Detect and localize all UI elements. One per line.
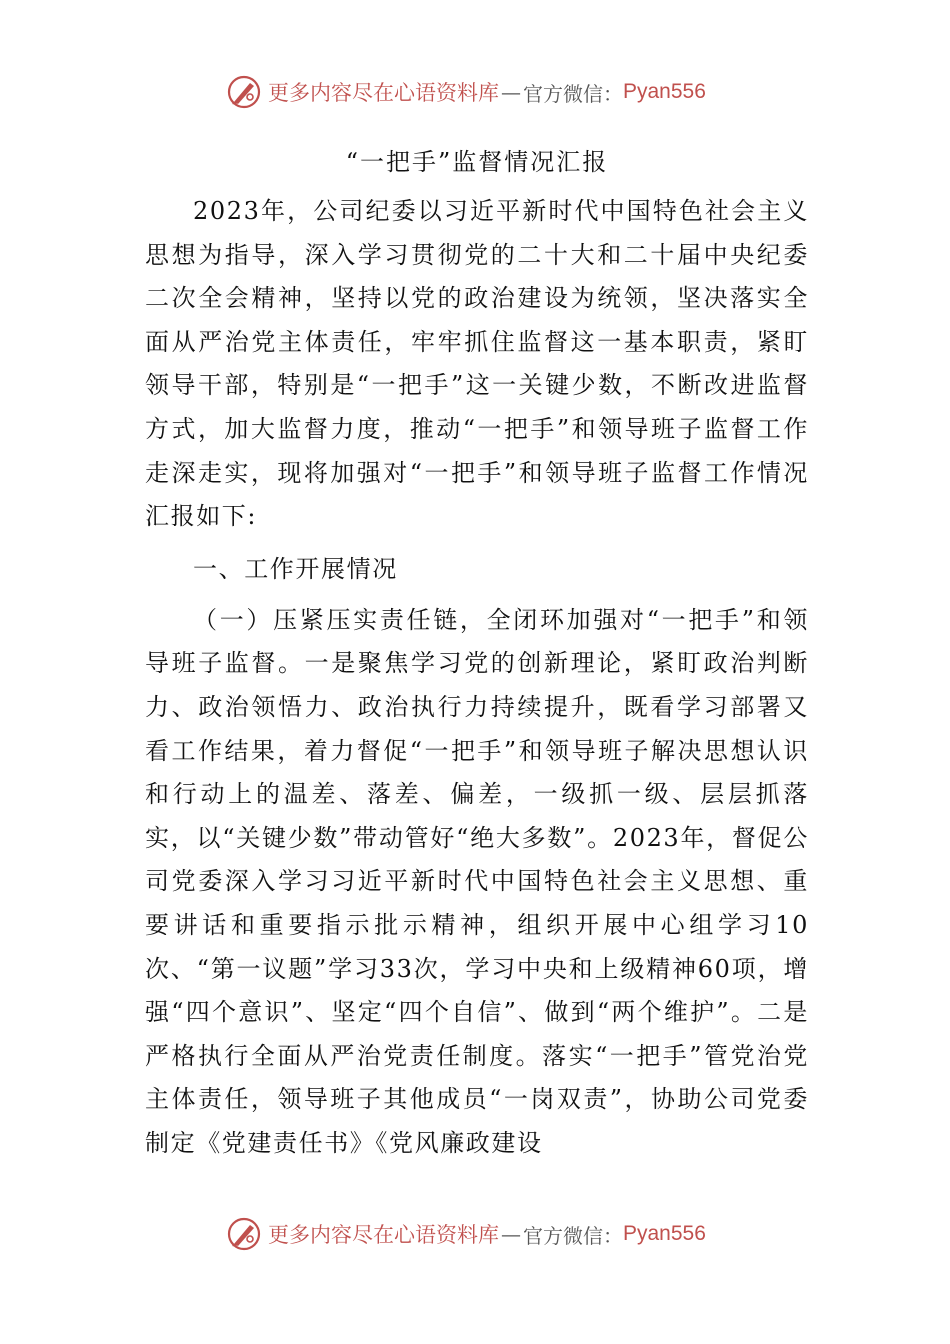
intro-paragraph: 2023年，公司纪委以习近平新时代中国特色社会主义思想为指导，深入学习贯彻党的二十大和二十届中央纪委二次全会精神，坚持以党的政治建设为统领，坚决落实全面从严治党主体责任，牢牢抓住监督这一基本职责，紧盯领导干部，特别是“一把手”这一关键少数，不断改进监督方式，加大监督力度，推动“一把手”和领导班子监督工作走深走实，现将加强对“一把手”和领导班子监督工作情况汇报如下:	[145, 197, 809, 531]
document-body	[145, 140, 809, 1165]
document-title: “一把手”监督情况汇报	[345, 148, 609, 176]
pen-logo-icon	[226, 1216, 262, 1252]
watermark-brand-text: 更多内容尽在心语资料库	[268, 81, 499, 105]
watermark-banner-top	[226, 72, 786, 112]
watermark-wechat-id: Pyan556	[623, 1222, 706, 1245]
watermark-banner-bottom	[226, 1214, 786, 1254]
watermark-wechat-label: 官方微信：	[523, 81, 623, 106]
watermark-separator: —	[501, 1222, 521, 1246]
section-1-heading: 一、工作开展情况	[193, 554, 398, 583]
watermark-wechat-label: 官方微信：	[523, 1223, 623, 1248]
section-1-paragraph-1: （一）压紧压实责任链，全闭环加强对“一把手”和领导班子监督。一是聚焦学习党的创新理论，紧盯政治判断力、政治领悟力、政治执行力持续提升，既看学习部署又看工作结果，着力督促“一把手”和领导班子解决思想认识和行动上的温差、落差、偏差，一级抓一级、层层抓落实，以“关键少数”带动管好“绝大多数”。2023年，督促公司党委深入学习习近平新时代中国特色社会主义思想、重要讲话和重要指示批示精神，组织开展中心组学习10次、“第一议题”学习33次，学习中央和上级精神60项，增强“四个意识”、坚定“四个自信”、做到“两个维护”。二是严格执行全面从严治党责任制度。落实“一把手”管党治党主体责任，领导班子其他成员“一岗双责”，协助公司党委制定《党建责任书》《党风廉政建设	[145, 605, 809, 1157]
watermark-brand-text: 更多内容尽在心语资料库	[268, 1223, 499, 1247]
watermark-wechat-id: Pyan556	[623, 80, 706, 103]
watermark-separator: —	[501, 80, 521, 104]
pen-logo-icon	[226, 74, 262, 110]
